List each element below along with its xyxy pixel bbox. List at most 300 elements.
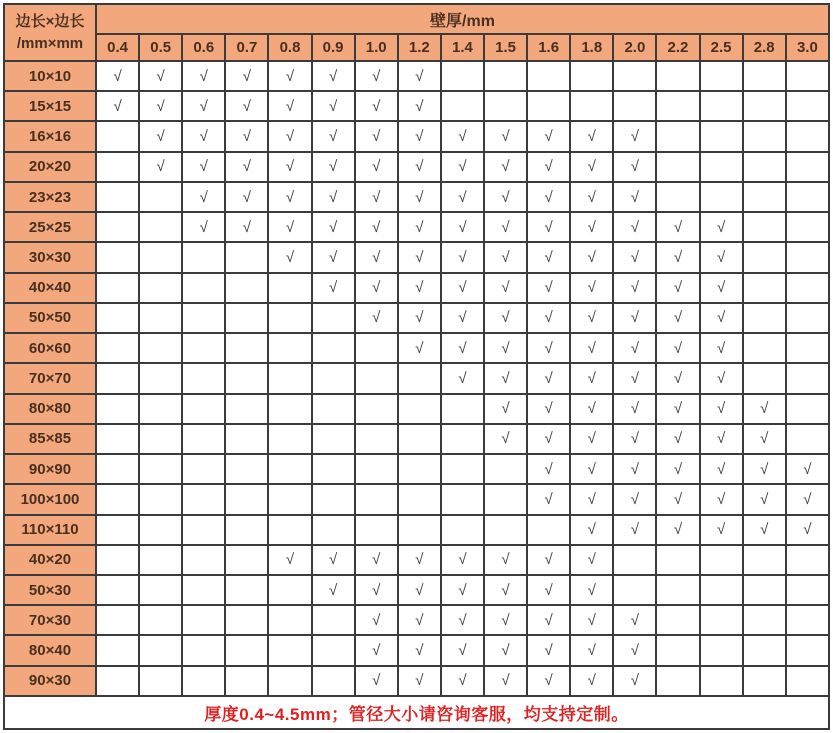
check-cell: √ [398, 605, 441, 635]
check-cell: √ [312, 121, 355, 151]
table-row [4, 424, 829, 454]
check-cell: √ [139, 91, 182, 121]
check-cell: √ [312, 545, 355, 575]
check-cell [139, 182, 182, 212]
check-cell: √ [225, 121, 268, 151]
check-cell: √ [484, 121, 527, 151]
check-cell: √ [656, 303, 699, 333]
table-row [4, 333, 829, 363]
check-cell [312, 363, 355, 393]
check-cell: √ [656, 242, 699, 272]
check-cell: √ [398, 121, 441, 151]
size-row-label: 90×30 [4, 666, 96, 696]
check-cell [484, 515, 527, 545]
check-cell [96, 152, 139, 182]
check-cell: √ [613, 454, 656, 484]
thickness-col-header: 1.6 [527, 34, 570, 61]
table-row [4, 635, 829, 665]
check-cell: √ [355, 666, 398, 696]
check-cell [182, 454, 225, 484]
check-cell: √ [570, 424, 613, 454]
check-cell [312, 635, 355, 665]
check-cell [268, 394, 311, 424]
check-cell: √ [441, 182, 484, 212]
check-cell: √ [268, 182, 311, 212]
check-cell: √ [570, 152, 613, 182]
check-cell [139, 454, 182, 484]
check-cell: √ [527, 182, 570, 212]
check-cell: √ [268, 212, 311, 242]
thickness-col-header: 0.6 [182, 34, 225, 61]
check-cell [139, 303, 182, 333]
check-cell: √ [570, 635, 613, 665]
check-cell: √ [570, 484, 613, 514]
check-cell [139, 575, 182, 605]
check-cell: √ [613, 212, 656, 242]
check-cell: √ [484, 575, 527, 605]
check-cell: √ [527, 454, 570, 484]
check-cell [786, 605, 829, 635]
check-cell: √ [355, 575, 398, 605]
check-cell [786, 212, 829, 242]
check-cell: √ [441, 635, 484, 665]
table-row [4, 484, 829, 514]
check-cell [527, 91, 570, 121]
check-cell [182, 545, 225, 575]
check-cell: √ [139, 61, 182, 91]
check-cell [743, 273, 786, 303]
size-row-label: 30×30 [4, 242, 96, 272]
check-cell [656, 605, 699, 635]
check-cell [743, 182, 786, 212]
check-cell [139, 545, 182, 575]
thickness-col-header: 2.5 [700, 34, 743, 61]
check-cell [355, 363, 398, 393]
check-cell [743, 121, 786, 151]
check-cell [182, 363, 225, 393]
check-cell: √ [441, 605, 484, 635]
check-cell: √ [527, 394, 570, 424]
check-cell: √ [484, 545, 527, 575]
check-cell: √ [700, 303, 743, 333]
check-cell [398, 484, 441, 514]
check-cell [613, 545, 656, 575]
check-cell [225, 273, 268, 303]
check-cell: √ [312, 182, 355, 212]
check-cell [312, 454, 355, 484]
corner-header-line1: 边长×边长 [15, 12, 85, 30]
check-cell [484, 454, 527, 484]
check-cell: √ [613, 182, 656, 212]
check-cell [441, 424, 484, 454]
check-cell [398, 363, 441, 393]
check-cell: √ [527, 484, 570, 514]
check-cell: √ [312, 242, 355, 272]
check-cell: √ [700, 424, 743, 454]
check-cell: √ [484, 394, 527, 424]
check-cell: √ [613, 273, 656, 303]
check-cell: √ [484, 182, 527, 212]
check-cell: √ [527, 303, 570, 333]
check-cell: √ [743, 454, 786, 484]
check-cell: √ [570, 333, 613, 363]
check-cell: √ [527, 635, 570, 665]
table-row [4, 61, 829, 91]
check-cell: √ [527, 333, 570, 363]
check-cell: √ [700, 242, 743, 272]
check-cell [700, 152, 743, 182]
check-cell [96, 424, 139, 454]
check-cell: √ [96, 91, 139, 121]
check-cell: √ [268, 61, 311, 91]
check-cell: √ [700, 515, 743, 545]
check-cell [96, 182, 139, 212]
check-cell: √ [96, 61, 139, 91]
check-cell: √ [570, 545, 613, 575]
check-cell: √ [527, 242, 570, 272]
check-cell [527, 61, 570, 91]
check-cell [139, 484, 182, 514]
check-cell [139, 333, 182, 363]
check-cell [182, 242, 225, 272]
check-cell [268, 424, 311, 454]
check-cell [743, 363, 786, 393]
check-cell: √ [613, 515, 656, 545]
check-cell [355, 394, 398, 424]
check-cell [613, 91, 656, 121]
check-cell: √ [656, 394, 699, 424]
check-cell: √ [312, 212, 355, 242]
check-cell [96, 242, 139, 272]
check-cell [225, 242, 268, 272]
table-row [4, 303, 829, 333]
wall-thickness-title: 壁厚/mm [96, 4, 829, 34]
check-cell: √ [139, 121, 182, 151]
thickness-col-header: 3.0 [786, 34, 829, 61]
size-row-label: 85×85 [4, 424, 96, 454]
check-cell [398, 394, 441, 424]
check-cell: √ [527, 666, 570, 696]
check-cell: √ [268, 121, 311, 151]
check-cell: √ [484, 635, 527, 665]
check-cell: √ [312, 91, 355, 121]
top-header-row [4, 4, 829, 34]
check-cell: √ [527, 575, 570, 605]
check-cell: √ [570, 303, 613, 333]
check-cell: √ [398, 212, 441, 242]
thickness-col-header: 2.2 [656, 34, 699, 61]
check-cell [182, 605, 225, 635]
check-cell [139, 363, 182, 393]
check-cell [743, 635, 786, 665]
check-cell: √ [484, 273, 527, 303]
check-cell: √ [398, 635, 441, 665]
check-cell [355, 515, 398, 545]
check-cell [613, 575, 656, 605]
check-cell [312, 333, 355, 363]
check-cell [355, 333, 398, 363]
check-cell [268, 515, 311, 545]
check-cell [225, 303, 268, 333]
check-cell [743, 303, 786, 333]
check-cell: √ [268, 242, 311, 272]
check-cell: √ [656, 333, 699, 363]
check-cell [700, 666, 743, 696]
thickness-col-header: 0.4 [96, 34, 139, 61]
check-cell [786, 273, 829, 303]
check-cell: √ [398, 61, 441, 91]
check-cell: √ [312, 273, 355, 303]
check-cell: √ [268, 545, 311, 575]
check-cell [743, 545, 786, 575]
table-row [4, 212, 829, 242]
check-cell: √ [441, 273, 484, 303]
check-cell: √ [656, 515, 699, 545]
check-cell [268, 333, 311, 363]
check-cell: √ [182, 61, 225, 91]
check-cell: √ [484, 363, 527, 393]
check-cell [570, 61, 613, 91]
check-cell: √ [398, 333, 441, 363]
thickness-col-header: 1.4 [441, 34, 484, 61]
wall-thickness-spec-table [3, 3, 830, 730]
check-cell [786, 424, 829, 454]
check-cell: √ [613, 484, 656, 514]
check-cell: √ [613, 242, 656, 272]
check-cell [700, 605, 743, 635]
check-cell [268, 605, 311, 635]
check-cell: √ [398, 666, 441, 696]
check-cell: √ [570, 515, 613, 545]
check-cell: √ [613, 424, 656, 454]
check-cell: √ [700, 454, 743, 484]
check-cell [700, 182, 743, 212]
check-cell [441, 515, 484, 545]
thickness-col-header: 1.8 [570, 34, 613, 61]
check-cell: √ [355, 61, 398, 91]
corner-header-line2: /mm×mm [16, 34, 84, 52]
check-cell: √ [312, 575, 355, 605]
thickness-col-header: 1.0 [355, 34, 398, 61]
check-cell [786, 575, 829, 605]
check-cell: √ [268, 91, 311, 121]
check-cell [312, 515, 355, 545]
check-cell [96, 605, 139, 635]
check-cell [743, 666, 786, 696]
check-cell [268, 273, 311, 303]
check-cell: √ [613, 303, 656, 333]
check-cell: √ [225, 152, 268, 182]
check-cell: √ [570, 242, 613, 272]
check-cell [225, 363, 268, 393]
check-cell: √ [441, 121, 484, 151]
check-cell: √ [355, 605, 398, 635]
check-cell [182, 575, 225, 605]
size-row-label: 70×30 [4, 605, 96, 635]
check-cell: √ [527, 121, 570, 151]
check-cell [570, 91, 613, 121]
check-cell [786, 666, 829, 696]
thickness-col-header: 0.5 [139, 34, 182, 61]
check-cell: √ [225, 182, 268, 212]
check-cell [656, 121, 699, 151]
check-cell: √ [355, 635, 398, 665]
thickness-col-header: 0.9 [312, 34, 355, 61]
check-cell [182, 333, 225, 363]
check-cell [312, 484, 355, 514]
check-cell: √ [182, 182, 225, 212]
check-cell: √ [484, 605, 527, 635]
check-cell [441, 484, 484, 514]
check-cell: √ [570, 273, 613, 303]
check-cell [225, 666, 268, 696]
check-cell [786, 363, 829, 393]
check-cell: √ [355, 303, 398, 333]
check-cell: √ [182, 212, 225, 242]
check-cell: √ [786, 454, 829, 484]
size-row-label: 40×40 [4, 273, 96, 303]
check-cell [182, 515, 225, 545]
size-row-label: 90×90 [4, 454, 96, 484]
check-cell [96, 333, 139, 363]
table-row [4, 575, 829, 605]
table-row [4, 394, 829, 424]
check-cell: √ [355, 182, 398, 212]
check-cell [743, 212, 786, 242]
thickness-col-header: 0.8 [268, 34, 311, 61]
check-cell [268, 303, 311, 333]
check-cell [743, 333, 786, 363]
check-cell: √ [182, 152, 225, 182]
check-cell: √ [570, 454, 613, 484]
check-cell [786, 152, 829, 182]
footer-row [4, 696, 829, 729]
size-row-label: 70×70 [4, 363, 96, 393]
check-cell [786, 61, 829, 91]
check-cell: √ [700, 212, 743, 242]
check-cell: √ [527, 605, 570, 635]
check-cell [96, 303, 139, 333]
thickness-col-header: 2.8 [743, 34, 786, 61]
check-cell: √ [527, 363, 570, 393]
check-cell [786, 121, 829, 151]
check-cell: √ [484, 424, 527, 454]
check-cell [96, 545, 139, 575]
check-cell [743, 61, 786, 91]
check-cell: √ [355, 152, 398, 182]
check-cell [700, 121, 743, 151]
table-row [4, 91, 829, 121]
size-row-label: 15×15 [4, 91, 96, 121]
check-cell: √ [570, 575, 613, 605]
check-cell [786, 242, 829, 272]
check-cell [225, 333, 268, 363]
check-cell: √ [743, 484, 786, 514]
check-cell [441, 454, 484, 484]
check-cell [355, 484, 398, 514]
check-cell [182, 484, 225, 514]
check-cell [182, 394, 225, 424]
check-cell [441, 91, 484, 121]
check-cell: √ [484, 666, 527, 696]
check-cell [312, 424, 355, 454]
corner-header [4, 4, 96, 61]
check-cell [225, 424, 268, 454]
check-cell: √ [570, 212, 613, 242]
check-cell [225, 484, 268, 514]
check-cell [743, 242, 786, 272]
check-cell [700, 575, 743, 605]
check-cell: √ [441, 242, 484, 272]
check-cell: √ [355, 242, 398, 272]
check-cell [700, 635, 743, 665]
check-cell [743, 91, 786, 121]
check-cell: √ [441, 212, 484, 242]
check-cell: √ [700, 363, 743, 393]
check-cell: √ [656, 273, 699, 303]
check-cell: √ [484, 152, 527, 182]
check-cell: √ [441, 363, 484, 393]
check-cell: √ [139, 152, 182, 182]
size-row-label: 25×25 [4, 212, 96, 242]
check-cell [96, 273, 139, 303]
check-cell: √ [656, 363, 699, 393]
check-cell [656, 152, 699, 182]
check-cell: √ [527, 273, 570, 303]
size-row-label: 16×16 [4, 121, 96, 151]
check-cell: √ [700, 484, 743, 514]
check-cell [398, 424, 441, 454]
check-cell: √ [743, 424, 786, 454]
check-cell [139, 394, 182, 424]
check-cell [355, 454, 398, 484]
size-row-label: 100×100 [4, 484, 96, 514]
check-cell: √ [441, 333, 484, 363]
check-cell: √ [398, 273, 441, 303]
check-cell [656, 666, 699, 696]
check-cell: √ [355, 91, 398, 121]
check-cell [139, 242, 182, 272]
check-cell [225, 605, 268, 635]
check-cell [656, 182, 699, 212]
check-cell: √ [441, 303, 484, 333]
check-cell [441, 394, 484, 424]
check-cell: √ [570, 394, 613, 424]
table-row [4, 273, 829, 303]
check-cell: √ [527, 424, 570, 454]
check-cell: √ [398, 91, 441, 121]
check-cell: √ [656, 484, 699, 514]
check-cell [139, 273, 182, 303]
check-cell: √ [484, 242, 527, 272]
check-cell: √ [700, 273, 743, 303]
check-cell: √ [656, 424, 699, 454]
check-cell: √ [613, 394, 656, 424]
check-cell: √ [182, 121, 225, 151]
check-cell: √ [398, 545, 441, 575]
check-cell: √ [398, 575, 441, 605]
size-row-label: 50×50 [4, 303, 96, 333]
check-cell [312, 605, 355, 635]
check-cell [484, 61, 527, 91]
thickness-col-header: 2.0 [613, 34, 656, 61]
check-cell: √ [355, 121, 398, 151]
check-cell [312, 666, 355, 696]
check-cell [225, 454, 268, 484]
check-cell [268, 575, 311, 605]
check-cell: √ [570, 605, 613, 635]
check-cell: √ [225, 91, 268, 121]
